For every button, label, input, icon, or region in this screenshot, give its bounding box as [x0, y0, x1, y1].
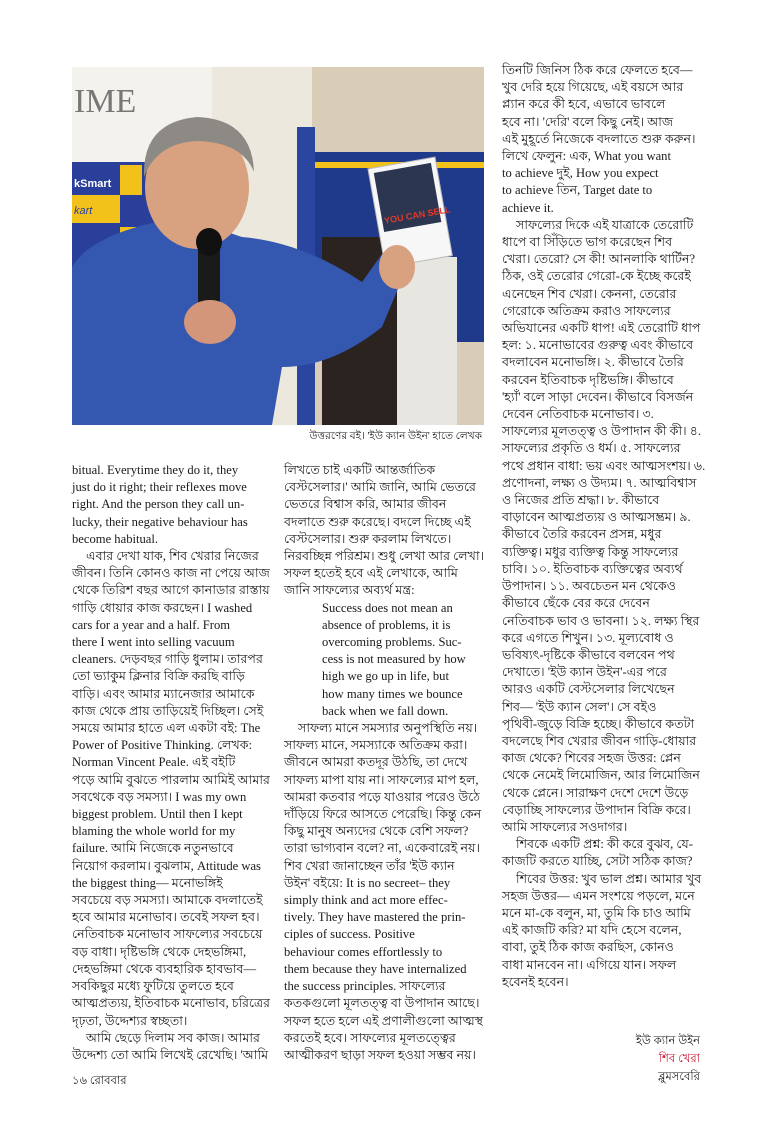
text-line: সবথেকে বড় সমস্যা। I was my own — [72, 789, 247, 804]
text-line: behaviour comes effortlessly to — [284, 944, 443, 959]
text-line: তো ভ্যাকুম ক্লিনার বিক্রি করছি বাড়ি — [72, 669, 245, 684]
text-line: এবার দেখা যাক, শিব খেরার নিজের — [86, 549, 259, 564]
text-line: how many times we bounce — [322, 686, 463, 701]
text-line: থেকে নেমেই লিমোজিন, আর লিমোজিন — [502, 768, 700, 783]
book-credit — [560, 1032, 700, 1086]
text-line: পৃথিবী-জুড়ে বিক্রি হচ্ছে। কীভাবে কতটা — [502, 716, 695, 731]
text-line: become habitual. — [72, 531, 159, 546]
text-line: বেস্টসেলার।' আমি জানি, আমি ভেতরে — [284, 480, 476, 495]
text-line: tively. They have mastered the prin- — [284, 910, 466, 925]
text-line: জীবনে আমরা কতদূর উঠছি, তা দেখে — [284, 755, 468, 770]
text-line: দেখাতে। 'ইউ ক্যান উইন'-এর পরে — [502, 665, 667, 680]
text-line: কাজটি করতে যাচ্ছি, সেটা সঠিক কাজ? — [502, 854, 693, 869]
text-line: করবেন ইতিবাচক দৃষ্টিভঙ্গি। কীভাবে — [502, 372, 674, 387]
text-line: cleaners. দেড়বছর গাড়ি ধুলাম। তারপর — [72, 652, 263, 667]
text-line: বদলাতে শুরু করেছে। বদলে দিচ্ছে এই — [284, 514, 471, 529]
text-line: the success principles. সাফল্যের — [284, 979, 446, 994]
banner-brand-a: kSmart — [74, 178, 112, 190]
text-line: blaming the whole world for my — [72, 824, 236, 839]
text-line: এই মুহূর্তে নিজেকে বদলাতে শুরু করুন। — [502, 131, 696, 146]
text-line: ঠিক, ওই তেরোর গেরো-কে ইচ্ছে করেই — [502, 269, 691, 284]
text-line: উপাদান। ১১. অবচেতন মন থেকেও — [502, 579, 677, 594]
text-line: সাফল্য মানে সমস্যার অনুপস্থিতি নয়। — [298, 721, 478, 736]
text-line: সাফল্যের দিকে এই যাত্রাকে তেরোটি — [516, 217, 694, 232]
text-line: failure. আমি নিজেকে নতুনভাবে — [72, 841, 234, 856]
paragraph — [502, 217, 706, 836]
text-line: গেরোকে অতিক্রম করাও সাফল্যের — [502, 303, 671, 318]
text-line: দাঁড়িয়ে ফিরে আসতে পেরেছি। কিন্তু কেন — [284, 807, 482, 822]
text-line: বড় বাধা। দৃষ্টিভঙ্গি থেকে দেহভঙ্গিমা, — [72, 944, 247, 959]
text-line: back when we fall down. — [322, 703, 449, 718]
text-line: বাধা মানবেন না। এগিয়ে যান। সফল — [502, 957, 677, 972]
text-line: lucky, their negative behaviour has — [72, 514, 248, 529]
page-folio: ১৬ রোববার — [72, 1075, 127, 1087]
text-line: কীভাবে তৈরি করবেন প্রসন্ন, মধুর — [502, 527, 662, 542]
text-line: Power of Positive Thinking. লেখক: — [72, 738, 253, 753]
text-line: cess is not measured by how — [322, 652, 466, 667]
text-line: absence of problems, it is — [322, 617, 451, 632]
credit-book-title: ইউ ক্যান উইন — [635, 1035, 700, 1047]
text-line: সবকিছুর মধ্যে ফুটিয়ে তুলতে হবে — [72, 979, 234, 994]
text-line: সবচেয়ে বড় সমস্যা। আমাকে বদলাতেই — [72, 893, 263, 908]
text-line: biggest problem. Until then I kept — [72, 807, 243, 822]
text-line: থেকে তিরিশ বছর আগে কানাডার রাস্তায় — [72, 583, 270, 598]
text-line: গাড়ি ধোয়ার কাজ করছেন। I washed — [72, 600, 253, 615]
author-photo-illustration — [72, 67, 484, 425]
text-line: প্ল্যান করে কী হবে, এভাবে ভাবলে — [502, 97, 666, 112]
text-line: 'হ্যাঁ' বলে সাড়া দেবেন। কীভাবে বিসর্জন — [502, 389, 694, 404]
text-line: নেতিবাচক মনোভাব সাফল্যের সবচেয়ে — [72, 927, 263, 942]
text-line: কীভাবে ছেঁকে বের করে দেবেন — [502, 596, 650, 611]
text-line: simply think and act more effec- — [284, 893, 448, 908]
text-line: নিরবচ্ছিন্ন পরিশ্রম। শুধু লেখা আর লেখা। — [284, 549, 485, 564]
text-line: খুব দেরি হয়ে গিয়েছে, এই বয়সে আর — [502, 80, 684, 95]
text-line: বাড়ি। এবং আমার ম্যানেজার আমাকে — [72, 686, 255, 701]
book-title: YOU CAN SELL — [383, 204, 452, 226]
paragraph — [72, 462, 270, 548]
text-line: হবে না। 'দেরি' বলে কিছু নেই। আজ — [502, 114, 674, 129]
text-line: সাফল্যের প্রকৃতি ও ধর্ম। ৫. সাফল্যের — [502, 441, 681, 456]
text-line: জানি সাফল্যের অব্যর্থ মন্ত্র: — [284, 583, 415, 598]
text-line: মনে মা-কে বলুন, মা, তুমি কি চাও আমি — [502, 905, 691, 920]
text-line: সাফল্যের মূলতত্ত্ব ও উপাদান কী কী। ৪. — [502, 424, 702, 439]
text-line: আরও একটি বেস্টসেলার লিখেছেন — [502, 682, 675, 697]
text-line: সাফল্য মাপা যায় না। সাফল্যের মাপ হল, — [284, 772, 479, 787]
text-line: সহজ উত্তর— এমন সংশয়ে পড়লে, মনে — [502, 888, 695, 903]
text-line: শিব— 'ইউ ক্যান সেল'। সে বইও — [502, 699, 657, 714]
text-line: ব্যক্তিত্ব। মধুর ব্যক্তিত্ব কিন্তু সাফল্যের — [502, 544, 679, 559]
text-line: ভেতরে বিশ্বাস করি, আমার জীবন — [284, 497, 447, 512]
article-column-middle — [284, 462, 486, 1064]
text-line: অভিযানের একটি ধাপ! এই তেরোটি ধাপ — [502, 321, 701, 336]
text-line: উদ্দেশ্য তো আমি লিখেই রেখেছি। 'আমি — [72, 1047, 269, 1062]
text-line: আত্মপ্রত্যয়, ইতিবাচক মনোভাব, চরিত্রের — [72, 996, 271, 1011]
paragraph — [502, 62, 706, 217]
text-line: চাবি। ১০. ইতিবাচক ব্যক্তিত্বের অব্যর্থ — [502, 561, 683, 576]
text-line: নেতিবাচক ভাব ও ভাবনা। ১২. লক্ষ্য স্থির — [502, 613, 700, 628]
article-column-left — [72, 462, 270, 1064]
text-line: achieve it. — [502, 200, 554, 215]
text-line: দেহভঙ্গিমা থেকে ব্যবহারিক হাবভাব— — [72, 961, 257, 976]
text-line: কতকগুলো মূলতত্ত্ব বা উপাদান আছে। — [284, 996, 480, 1011]
text-line: right. And the person they call un- — [72, 497, 245, 512]
credit-publisher: ব্লুমসবেরি — [658, 1071, 700, 1083]
text-line: high we go up in life, but — [322, 669, 449, 684]
text-line: পথে প্রধান বাধা: ভয় এবং আত্মসংশয়। ৬. — [502, 458, 706, 473]
text-line: Norman Vincent Peale. এই বইটি — [72, 755, 236, 770]
text-line: বদলেছে শিব খেরার জীবন গাড়ি-ধোয়ার — [502, 733, 697, 748]
photo-caption: উত্তরণের বই। 'ইউ ক্যান উইন' হাতে লেখক — [309, 431, 482, 442]
paragraph — [284, 462, 486, 600]
text-line: ও নিজের প্রতি শ্রদ্ধা। ৮. কীভাবে — [502, 493, 660, 508]
text-line: দেবেন নেতিবাচক মনোভাব। ৩. — [502, 407, 654, 422]
banner-brand-b: kart — [74, 205, 93, 217]
paragraph — [502, 836, 706, 870]
text-line: তিনটি জিনিস ঠিক করে ফেলতে হবে— — [502, 63, 693, 77]
text-line: এই কাজটি করি? মা যদি হেসে বলেন, — [502, 923, 682, 938]
text-line: the biggest thing— মনোভঙ্গিই — [72, 875, 223, 890]
text-line: আমরা কতবার পড়ে যাওয়ার পরেও উঠে — [284, 789, 481, 804]
text-line: ধাপে বা সিঁড়িতে ভাগ করেছেন শিব — [502, 235, 673, 250]
text-line: বাবা, তুই ঠিক কাজ করছিস, কোনও — [502, 940, 674, 955]
paragraph — [72, 1030, 270, 1064]
text-line: হল: ১. মনোভাবের গুরুত্ব এবং কীভাবে — [502, 338, 694, 353]
text-line: ভবিষ্যৎ-দৃষ্টিকে কীভাবে বলবেন পথ — [502, 647, 675, 662]
text-line: থেকে প্লেনে। সারাক্ষণ দেশে দেশে উড়ে — [502, 785, 689, 800]
text-line: overcoming problems. Suc- — [322, 635, 462, 650]
text-line: শিবকে একটি প্রশ্ন: কী করে বুঝব, যে- — [516, 837, 693, 852]
text-line: প্রণোদনা, লক্ষ্য ও উদ্যম। ৭. আত্মবিশ্বাস — [502, 475, 697, 490]
text-line: এনেছেন শিব খেরা। কেননা, তেরোর — [502, 286, 677, 301]
paragraph — [72, 548, 270, 1030]
paragraph — [284, 720, 486, 1064]
text-line: জীবন। তিনি কোনও কাজ না পেয়ে আজ — [72, 566, 270, 581]
text-line: খেরা। তেরো? সে কী! আনলাকি থার্টিন? — [502, 252, 696, 267]
text-line: হবেনই হবেন। — [502, 974, 569, 989]
text-line: ciples of success. Positive — [284, 927, 415, 942]
text-line: নিয়োগ করলাম। বুঝলাম, Attitude was — [72, 858, 261, 873]
text-line: করে এগতে শিখুন। ১৩. মূল্যবোধ ও — [502, 630, 674, 645]
text-line: হবে আমার মনোভাব। তবেই সফল হব। — [72, 910, 260, 925]
text-line: সময়ে আমার হাতে এল একটা বই: The — [72, 721, 261, 736]
text-line: করতেই হবে। সাফল্যের মূলতত্ত্বের — [284, 1030, 456, 1045]
credit-author: শিব খেরা — [658, 1053, 700, 1065]
text-line: bitual. Everytime they do it, they — [72, 463, 239, 477]
text-line: লিখতে চাই একটি আন্তর্জাতিক — [284, 463, 436, 477]
text-line: them because they have internalized — [284, 961, 467, 976]
article-column-right — [502, 62, 706, 991]
text-line: উইন' বইয়ে: It is no secreet– they — [284, 875, 451, 890]
text-line: আত্মীকরণ ছাড়া সফল হওয়া সম্ভব নয়। — [284, 1047, 477, 1062]
author-photo — [72, 67, 484, 425]
banner-text: IME — [74, 83, 137, 120]
text-line: Success does not mean an — [322, 600, 453, 615]
text-line: কিছু মানুষ অন্যদের থেকে বেশি সফল? — [284, 824, 469, 839]
text-line: to achieve দুই, How you expect — [502, 166, 659, 181]
block-quote — [284, 600, 486, 720]
text-line: সফল হতে হলে এই প্রণালীগুলো আত্মস্থ — [284, 1013, 484, 1028]
text-line: বাড়াবেন আত্মপ্রত্যয় ও আত্মসম্ভ্রম। ৯. — [502, 510, 691, 525]
text-line: শিব খেরা জানাচ্ছেন তাঁর 'ইউ ক্যান — [284, 858, 455, 873]
paragraph — [502, 871, 706, 991]
text-line: দৃঢ়তা, উদ্দেশ্যর স্বচ্ছতা। — [72, 1013, 188, 1028]
text-line: লিখে ফেলুন: এক, What you want — [502, 149, 671, 164]
text-line: বেড়াচ্ছি সাফল্যের উপাদান বিক্রি করে। — [502, 802, 691, 817]
text-line: সফল হতেই হবে এই লেখাকে, আমি — [284, 566, 458, 581]
text-line: কাজ থেকে প্রায় তাড়িয়েই দিচ্ছিল। সেই — [72, 703, 264, 718]
text-line: সাফল্য মানে, সমস্যাকে অতিক্রম করা। — [284, 738, 468, 753]
text-line: cars for a year and a half. From — [72, 617, 231, 632]
text-line: পড়ে আমি বুঝতে পারলাম আমিই আমার — [72, 772, 270, 787]
text-line: বদলাবেন মনোভঙ্গি। ২. কীভাবে তৈরি — [502, 355, 684, 370]
text-line: শিবের উত্তর: খুব ভাল প্রশ্ন। আমার খুব — [516, 871, 702, 886]
text-line: there I went into selling vacuum — [72, 635, 235, 650]
text-line: তারা ভাগ্যবান বলে? না, একেবারেই নয়। — [284, 841, 480, 856]
text-line: to achieve তিন, Target date to — [502, 183, 653, 198]
text-line: আমি ছেড়ে দিলাম সব কাজ। আমার — [86, 1030, 260, 1045]
text-line: কাজ থেকে? শিবের সহজ উত্তর: প্লেন — [502, 751, 681, 766]
text-line: just do it right; their reflexes move — [72, 480, 247, 495]
text-line: বেস্টসেলার। শুরু করলাম লিখতে। — [284, 531, 452, 546]
text-line: আমি সাফল্যের সওদাগর। — [502, 819, 628, 834]
